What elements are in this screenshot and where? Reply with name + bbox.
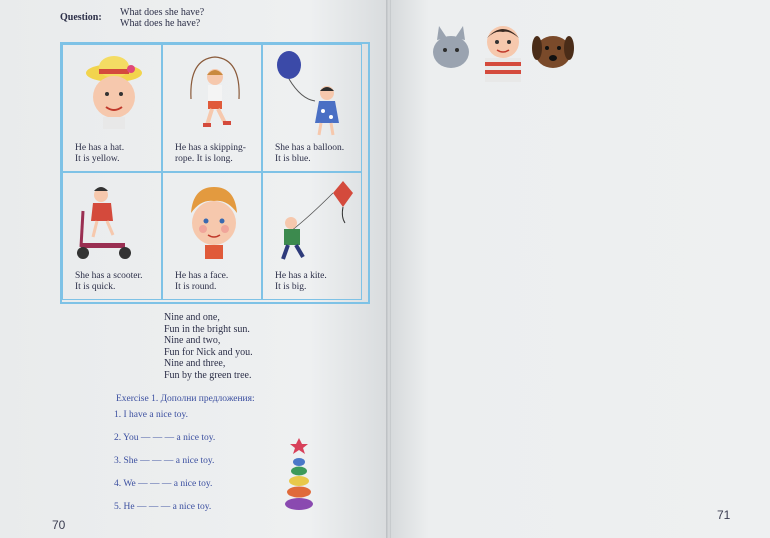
cell-balloon — [262, 44, 362, 172]
girl-skipping-rope-illustration — [183, 53, 247, 135]
ring-pyramid-toy-illustration — [282, 436, 316, 516]
poem: Nine and one, Fun in the bright sun. Nine and two, Fun for Nick and you. Nine and three, Fun by the green tree. — [164, 312, 253, 381]
page-number-right: 71 — [717, 508, 731, 522]
boy-face-illustration — [181, 183, 247, 263]
exercise-1-item: 2. You — — — a nice toy. — [114, 433, 216, 443]
page-number-left: 70 — [52, 518, 66, 532]
exercise-1-item: 4. We — — — a nice toy. — [114, 479, 213, 489]
caption-face: He has a face. It is round. — [175, 271, 229, 292]
caption-balloon: She has a balloon. It is blue. — [275, 143, 345, 164]
boy-with-hat-illustration — [81, 53, 147, 131]
cell-kite — [262, 172, 362, 300]
cell-face — [162, 172, 262, 300]
cell-scooter — [62, 172, 162, 300]
three-friends-illustration — [429, 18, 579, 84]
picture-grid — [60, 42, 370, 304]
exercise-1-title: Exercise 1. Дополни предложения: — [116, 394, 255, 404]
caption-skipping-rope: He has a skipping- rope. It is long. — [175, 143, 246, 164]
girl-with-balloon-illustration — [271, 49, 355, 141]
exercise-1-item: 5. He — — — a nice toy. — [114, 502, 212, 512]
cell-hat — [62, 44, 162, 172]
girl-on-scooter-illustration — [71, 181, 151, 265]
exercise-1-item: 3. She — — — a nice toy. — [114, 456, 215, 466]
question-label: Question: — [60, 12, 102, 23]
caption-hat: He has a hat. It is yellow. — [75, 143, 125, 164]
cell-skipping-rope — [162, 44, 262, 172]
exercise-1-item: 1. I have a nice toy. — [114, 410, 189, 420]
right-page — [391, 0, 770, 538]
caption-kite: He has a kite. It is big. — [275, 271, 327, 292]
question-line-1: What does she have? — [120, 7, 205, 18]
question-line-2: What does he have? — [120, 18, 201, 29]
caption-scooter: She has a scooter. It is quick. — [75, 271, 143, 292]
boy-with-kite-illustration — [269, 177, 357, 267]
